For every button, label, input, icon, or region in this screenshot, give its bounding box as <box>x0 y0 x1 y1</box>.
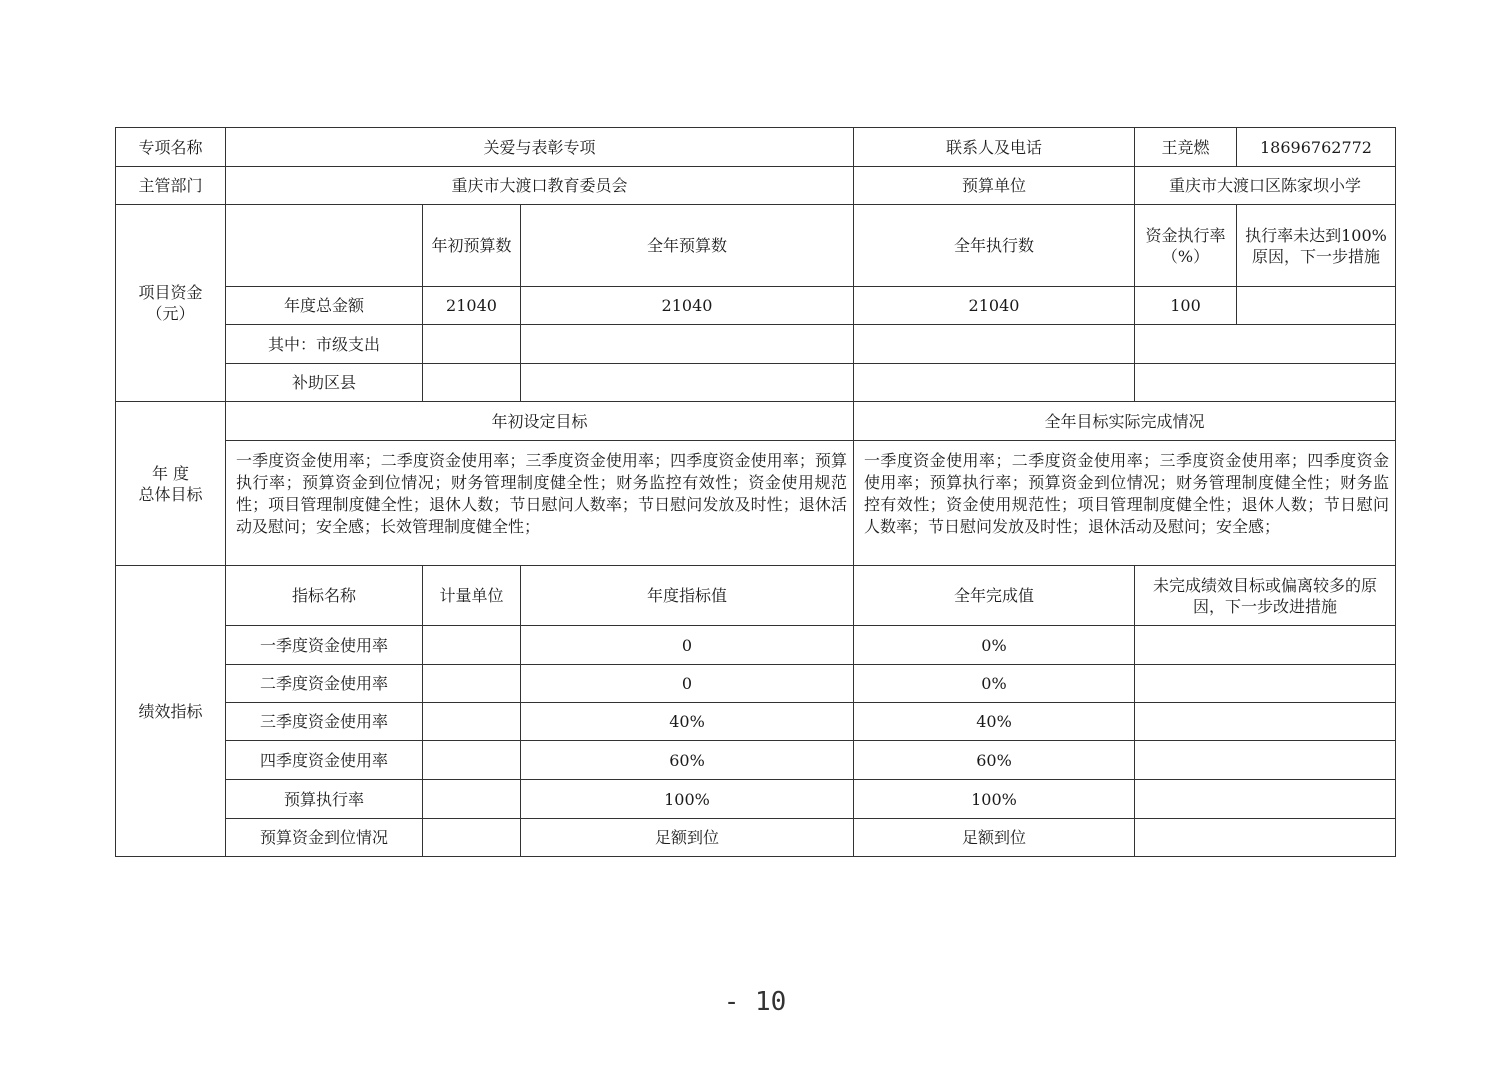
perf-section-label: 绩效指标 <box>116 566 226 857</box>
performance-form-table <box>115 127 1396 857</box>
perf-row-target: 60% <box>521 741 854 780</box>
perf-col-actual: 全年完成值 <box>854 566 1135 626</box>
budget-unit-label: 预算单位 <box>854 167 1135 205</box>
perf-row <box>116 741 1396 780</box>
page-number: - 10 <box>723 987 787 1017</box>
perf-row <box>116 626 1396 665</box>
perf-row-name: 二季度资金使用率 <box>226 665 423 703</box>
goals-actual-header: 全年目标实际完成情况 <box>854 402 1396 441</box>
funds-subsidy-row <box>116 364 1396 402</box>
funds-total-row <box>116 287 1396 325</box>
funds-subsidy-annual-budget <box>521 364 854 402</box>
perf-row-actual: 60% <box>854 741 1135 780</box>
perf-col-target: 年度指标值 <box>521 566 854 626</box>
perf-row <box>116 819 1396 857</box>
goals-section-label <box>116 402 226 566</box>
perf-row <box>116 665 1396 703</box>
dept-label: 主管部门 <box>116 167 226 205</box>
funds-city-rate <box>1135 325 1396 364</box>
perf-row-reason <box>1135 819 1396 857</box>
goals-actual-text: 一季度资金使用率；二季度资金使用率；三季度资金使用率；四季度资金使用率；预算执行率；预算资金到位情况；财务管理制度健全性；财务监控有效性；资金使用规范性；项目管理制度健全性；退休人数；节日慰问人数率；节日慰问发放及时性；退休活动及慰问；安全感； <box>854 441 1396 566</box>
perf-row-target: 40% <box>521 703 854 741</box>
perf-row-name: 预算资金到位情况 <box>226 819 423 857</box>
goals-set-text: 一季度资金使用率；二季度资金使用率；三季度资金使用率；四季度资金使用率；预算执行率；预算资金到位情况；财务管理制度健全性；财务监控有效性；资金使用规范性；项目管理制度健全性；退休人数；节日慰问人数率；节日慰问发放及时性；退休活动及慰问；安全感；长效管理制度健全性； <box>226 441 854 566</box>
funds-subsidy-annual-exec <box>854 364 1135 402</box>
funds-city-annual-exec <box>854 325 1135 364</box>
perf-row-reason <box>1135 780 1396 819</box>
funds-header-row <box>116 205 1396 287</box>
funds-total-label: 年度总金额 <box>226 287 423 325</box>
contact-label: 联系人及电话 <box>854 128 1135 167</box>
perf-row-name: 四季度资金使用率 <box>226 741 423 780</box>
project-name-label: 专项名称 <box>116 128 226 167</box>
goals-text-row <box>116 441 1396 566</box>
perf-row-name: 一季度资金使用率 <box>226 626 423 665</box>
perf-row-target: 100% <box>521 780 854 819</box>
perf-row-unit <box>423 665 521 703</box>
funds-total-rate: 100 <box>1135 287 1237 325</box>
perf-row-name: 三季度资金使用率 <box>226 703 423 741</box>
contact-phone: 18696762772 <box>1237 128 1396 167</box>
funds-col-rate: 资金执行率（%） <box>1135 205 1237 287</box>
funds-subsidy-initial <box>423 364 521 402</box>
header-row-project <box>116 128 1396 167</box>
perf-row-unit <box>423 703 521 741</box>
funds-city-initial <box>423 325 521 364</box>
goals-label-line2: 总体目标 <box>138 484 203 504</box>
funds-total-reason <box>1237 287 1396 325</box>
perf-row-reason <box>1135 741 1396 780</box>
perf-row-actual: 40% <box>854 703 1135 741</box>
perf-row-reason <box>1135 703 1396 741</box>
funds-total-initial: 21040 <box>423 287 521 325</box>
perf-row-unit <box>423 780 521 819</box>
dept-value: 重庆市大渡口教育委员会 <box>226 167 854 205</box>
funds-col-annual-budget: 全年预算数 <box>521 205 854 287</box>
funds-city-row <box>116 325 1396 364</box>
funds-section-label: 项目资金（元） <box>116 205 226 402</box>
funds-total-annual-exec: 21040 <box>854 287 1135 325</box>
perf-col-reason: 未完成绩效目标或偏离较多的原因，下一步改进措施 <box>1135 566 1396 626</box>
perf-col-unit: 计量单位 <box>423 566 521 626</box>
perf-row-reason <box>1135 626 1396 665</box>
perf-row-actual: 0% <box>854 665 1135 703</box>
header-row-dept <box>116 167 1396 205</box>
goals-label-line1: 年 度 <box>151 463 190 483</box>
perf-row <box>116 780 1396 819</box>
budget-unit-value: 重庆市大渡口区陈家坝小学 <box>1135 167 1396 205</box>
funds-subsidy-rate <box>1135 364 1396 402</box>
perf-row-reason <box>1135 665 1396 703</box>
contact-name: 王竞燃 <box>1135 128 1237 167</box>
perf-row-name: 预算执行率 <box>226 780 423 819</box>
goals-set-header: 年初设定目标 <box>226 402 854 441</box>
perf-row-target: 足额到位 <box>521 819 854 857</box>
perf-row-actual: 100% <box>854 780 1135 819</box>
perf-col-name: 指标名称 <box>226 566 423 626</box>
perf-row <box>116 703 1396 741</box>
funds-blank-cell <box>226 205 423 287</box>
perf-row-unit <box>423 741 521 780</box>
funds-col-reason: 执行率未达到100% 原因，下一步措施 <box>1237 205 1396 287</box>
perf-row-actual: 0% <box>854 626 1135 665</box>
funds-col-annual-exec: 全年执行数 <box>854 205 1135 287</box>
perf-row-target: 0 <box>521 626 854 665</box>
goals-header-row <box>116 402 1396 441</box>
funds-col-initial: 年初预算数 <box>423 205 521 287</box>
perf-row-target: 0 <box>521 665 854 703</box>
funds-subsidy-label: 补助区县 <box>226 364 423 402</box>
funds-city-label: 其中：市级支出 <box>226 325 423 364</box>
perf-row-unit <box>423 626 521 665</box>
funds-city-annual-budget <box>521 325 854 364</box>
project-name-value: 关爱与表彰专项 <box>226 128 854 167</box>
perf-row-unit <box>423 819 521 857</box>
perf-row-actual: 足额到位 <box>854 819 1135 857</box>
perf-header-row <box>116 566 1396 626</box>
funds-total-annual-budget: 21040 <box>521 287 854 325</box>
